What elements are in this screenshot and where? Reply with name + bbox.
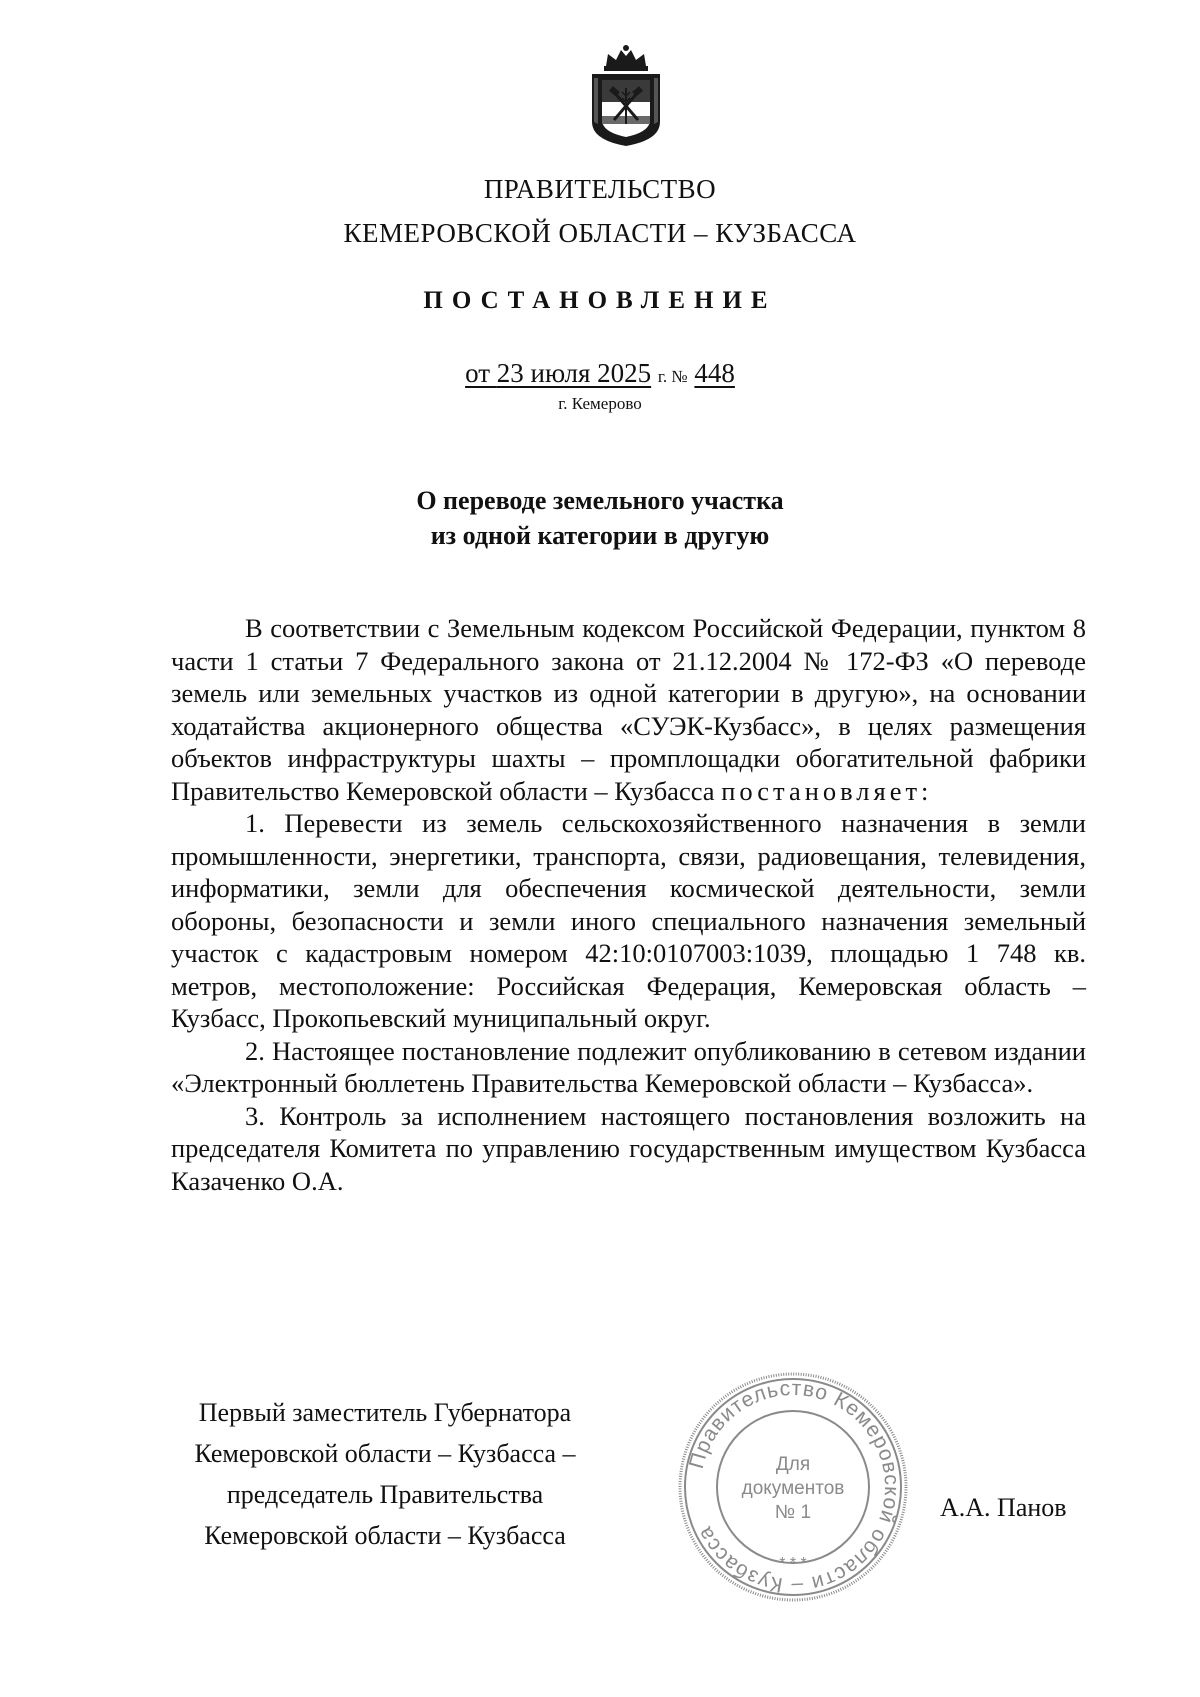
subject-line-2: из одной категории в другую xyxy=(430,521,770,550)
document-date-number xyxy=(0,358,1200,389)
document-type: ПОСТАНОВЛЕНИЕ xyxy=(423,287,777,314)
signatory-title-line-4: Кемеровской области – Кузбасса xyxy=(204,1521,566,1550)
stamp-center-line-3: № 1 xyxy=(774,1502,812,1523)
stamp-center-line-2: документов xyxy=(741,1478,845,1499)
stamp-center-line-1: Для xyxy=(775,1454,811,1475)
signatory-title-line-3: председатель Правительства xyxy=(226,1480,544,1509)
organization-name: ПРАВИТЕЛЬСТВО xyxy=(483,174,717,204)
stamp-stars: * * * xyxy=(779,1555,807,1572)
document-body xyxy=(171,612,1086,1197)
item-2: 2. Настоящее постановление подлежит опубликованию в сетевом издании «Электронный бюллетень Правительства Кемеровской области – Кузбасса». xyxy=(171,1035,1086,1098)
preamble-text: В соответствии с Земельным кодексом Российской Федерации, пунктом 8 части 1 статьи 7 Федерального закона от 21.12.2004 № 172-ФЗ «О переводе земель или земельных участков из одной категории в другую», на основании ходатайства акционерного общества «СУЭК-Кузбасс», в целях размещения объектов инфраструктуры шахты – промплощадки обогатительной фабрики Правительство Кемеровской области – Кузбасса xyxy=(171,613,1086,806)
resolves-word: постановляет: xyxy=(721,775,933,806)
signatory-title xyxy=(150,1392,620,1556)
item-3: 3. Контроль за исполнением настоящего постановления возложить на председателя Комитета по управлению государственным имуществом Кузбасса Казаченко О.А. xyxy=(171,1100,1086,1196)
year-number-label: г. № xyxy=(657,367,688,386)
document-subject xyxy=(0,483,1200,553)
preamble-paragraph xyxy=(171,612,1086,807)
stamp-ring-text: Правительство Кемеровской области – Кузбасса xyxy=(684,1376,904,1598)
document-city: г. Кемерово xyxy=(558,394,642,413)
signatory-title-line-1: Первый заместитель Губернатора xyxy=(198,1398,572,1427)
organization-region: КЕМЕРОВСКОЙ ОБЛАСТИ – КУЗБАССА xyxy=(343,218,857,248)
item-1: 1. Перевести из земель сельскохозяйственного назначения в земли промышленности, энергетики, транспорта, связи, радиовещания, телевидения, информатики, земли для обеспечения космической деятельности, земли обороны, безопасности и земли иного специального назначения земельный участок с кадастровым номером 42:10:0107003:1039, площадью 1 748 кв. метров, местоположение: Российская Федерация, Кемеровская область – Кузбасс, Прокопьевский муниципальный округ. xyxy=(171,808,1086,1033)
subject-line-1: О переводе земельного участка xyxy=(416,486,784,515)
signatory-name: А.А. Панов xyxy=(940,1493,1067,1522)
document-date: 23 июля 2025 xyxy=(496,358,652,388)
official-stamp xyxy=(676,1370,910,1604)
document-number: 448 xyxy=(694,358,735,388)
signatory-title-line-2: Кемеровской области – Кузбасса – xyxy=(194,1439,576,1468)
coat-of-arms-icon xyxy=(588,44,664,148)
date-prefix: от xyxy=(465,358,491,388)
